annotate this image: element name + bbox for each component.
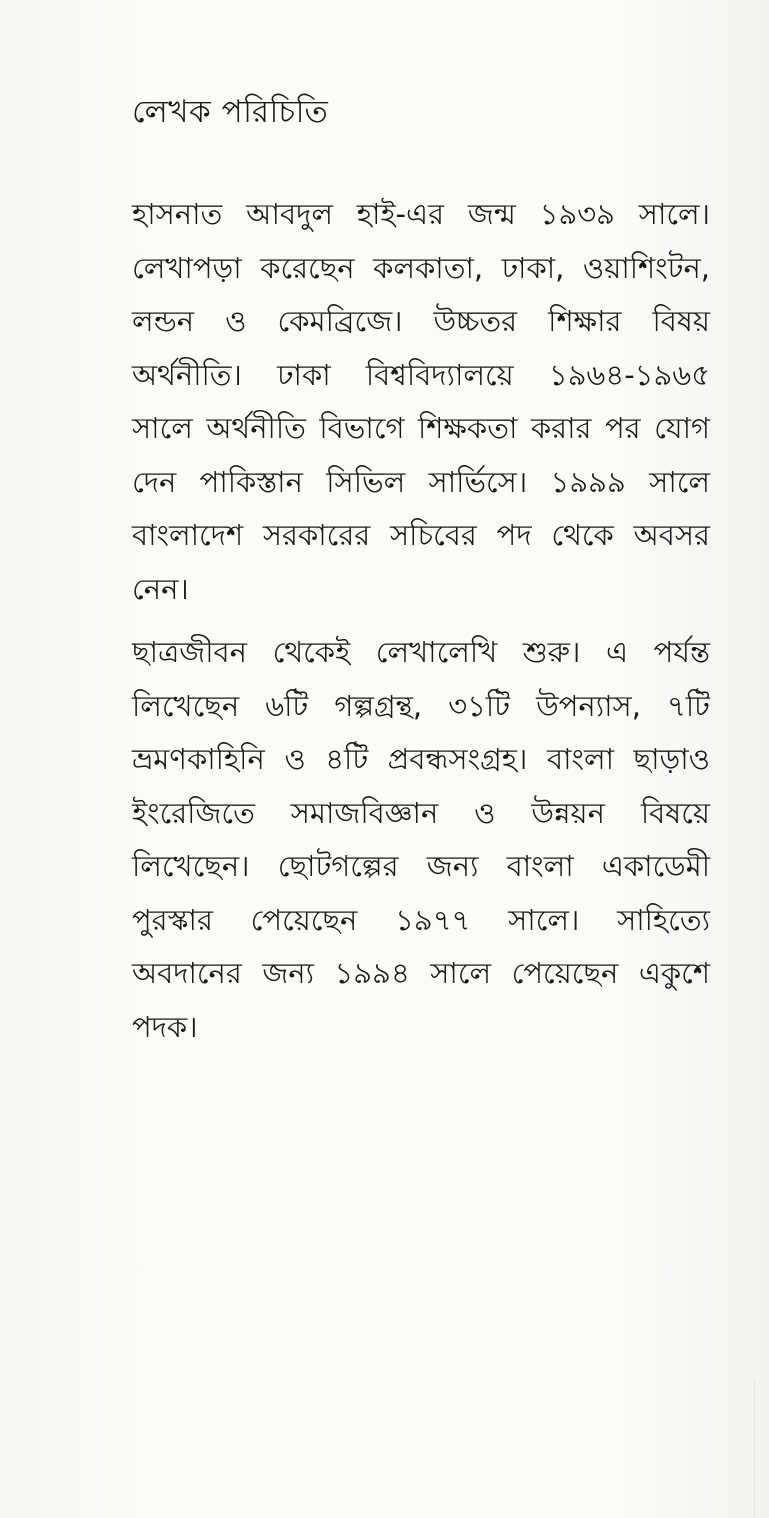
paragraph-biography: হাসনাত আবদুল হাই-এর জন্ম ১৯৩৯ সালে। লেখাপড়া করেছেন কলকাতা, ঢাকা, ওয়াশিংটন, লন্ডন ও কেমব্রিজে। উচ্চতর শিক্ষার বিষয় অর্থনীতি। ঢাকা বিশ্ববিদ্যালয়ে ১৯৬৪-১৯৬৫ সালে অর্থনীতি বিভাগে শিক্ষকতা করার পর যোগ দেন পাকিস্তান সিভিল সার্ভিসে। ১৯৯৯ সালে বাংলাদেশ সরকারের সচিবের পদ থেকে অবসর নেন। bbox=[132, 197, 710, 606]
page-title: লেখক পরিচিতি bbox=[132, 94, 329, 130]
paragraph-literary-career: ছাত্রজীবন থেকেই লেখালেখি শুরু। এ পর্যন্ত লিখেছেন ৬টি গল্পগ্রন্থ, ৩১টি উপন্যাস, ৭টি ভ্রমণকাহিনি ও ৪টি প্রবন্ধসংগ্রহ। বাংলা ছাড়াও ইংরেজিতে সমাজবিজ্ঞান ও উন্নয়ন বিষয়ে লিখেছেন। ছোটগল্পের জন্য বাংলা একাডেমী পুরস্কার পেয়েছেন ১৯৭৭ সালে। সাহিত্যে অবদানের জন্য ১৯৯৪ সালে পেয়েছেন একুশে পদক। bbox=[132, 635, 710, 1044]
document-body bbox=[132, 88, 710, 1054]
page-edge-divider bbox=[754, 1380, 755, 1518]
